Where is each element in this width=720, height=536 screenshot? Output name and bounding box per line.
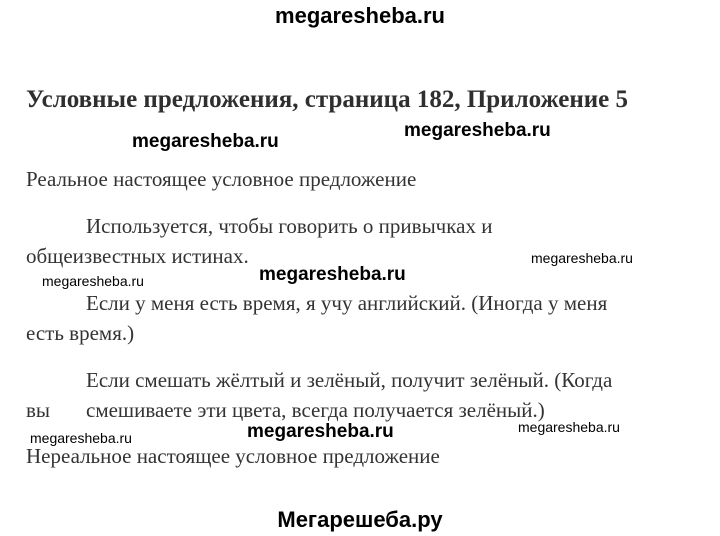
example-2-line-2-rest: смешиваете эти цвета, всегда получается зелёный.) — [86, 398, 545, 422]
example-1-line-2: есть время.) — [26, 321, 135, 345]
site-watermark-top: megaresheba.ru — [275, 3, 445, 28]
watermark: megaresheba.ru — [30, 430, 132, 446]
site-watermark-bottom: Мегарешеба.ру — [277, 507, 443, 532]
page-title: Условные предложения, страница 182, Приложение 5 — [26, 86, 629, 113]
watermark: megaresheba.ru — [518, 419, 620, 435]
watermark: megaresheba.ru — [42, 273, 144, 289]
example-1-line-1: Если у меня есть время, я учу английский. (Иногда у меня — [86, 291, 608, 315]
watermark: megaresheba.ru — [259, 264, 406, 285]
usage-text-line-1: Используется, чтобы говорить о привычках и — [86, 214, 493, 238]
example-2-line-2-start: вы — [26, 398, 51, 422]
watermark: megaresheba.ru — [404, 120, 551, 141]
section-heading-real-conditional: Реальное настоящее условное предложение — [26, 167, 417, 191]
watermark: megaresheba.ru — [531, 250, 633, 266]
watermark: megaresheba.ru — [247, 421, 394, 442]
example-2-line-1: Если смешать жёлтый и зелёный, получит зелёный. (Когда — [86, 368, 613, 392]
section-heading-unreal-conditional: Нереальное настоящее условное предложение — [26, 444, 440, 468]
watermark: megaresheba.ru — [132, 131, 279, 152]
usage-text-line-2: общеизвестных истинах. — [26, 244, 249, 268]
